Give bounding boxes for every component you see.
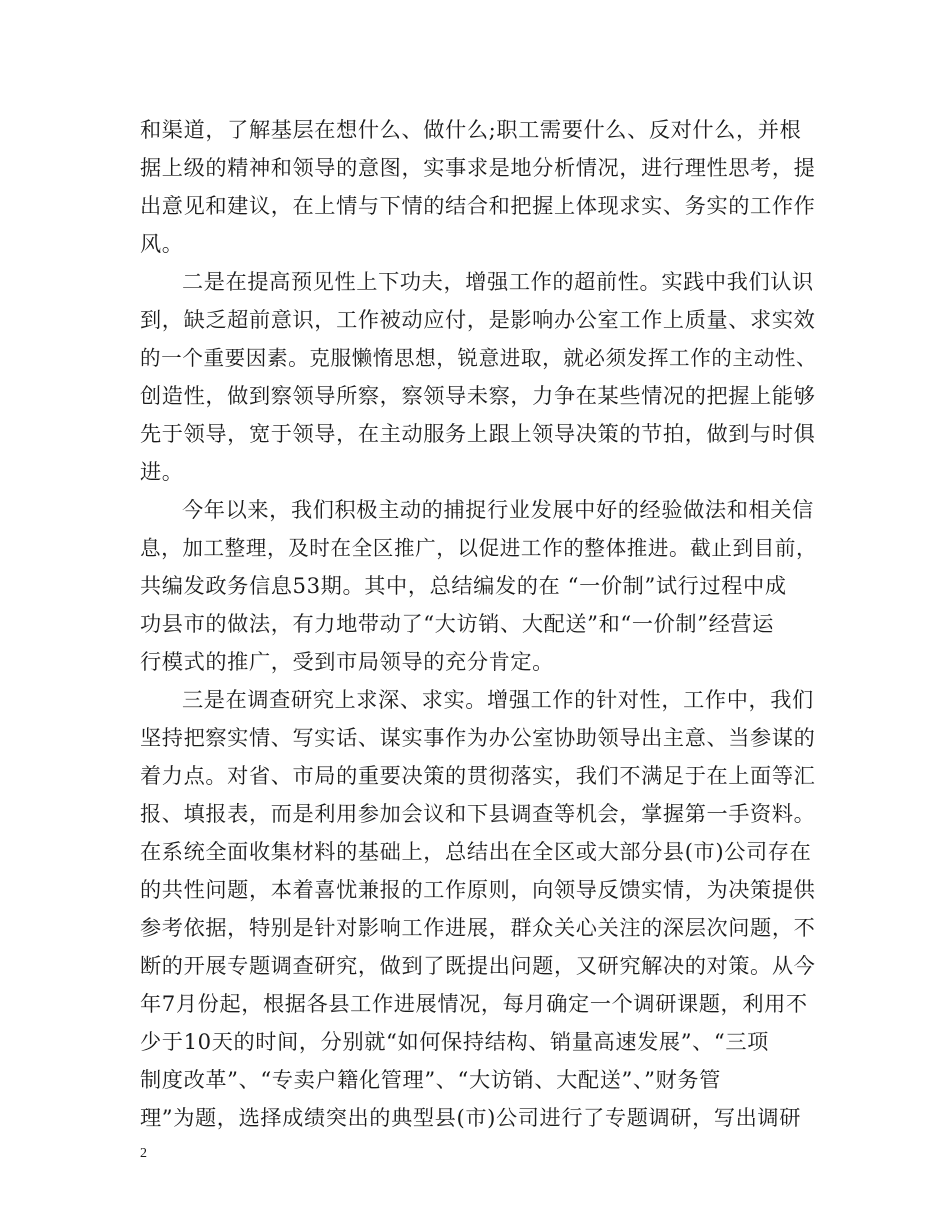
text-line: 的共性问题，本着喜忧兼报的工作原则，向领导反馈实情，为决策提供 xyxy=(140,877,816,902)
text-line: 少于10天的时间，分别就“如何保持结构、销量高速发展”、“三项 xyxy=(140,1029,769,1054)
text-line: 着力点。对省、市局的重要决策的贯彻落实，我们不满足于在上面等汇 xyxy=(140,763,816,788)
text-line: 到，缺乏超前意识，工作被动应付，是影响办公室工作上质量、求实效 xyxy=(140,307,816,332)
text-line: 息，加工整理，及时在全区推广，以促进工作的整体推进。截止到目前， xyxy=(140,536,818,560)
paragraph-first-line: 今年以来，我们积极主动的捕捉行业发展中好的经验做法和相关信 xyxy=(182,497,814,522)
text-line: 出意见和建议，在上情与下情的结合和把握上体现求实、务实的工作作 xyxy=(140,193,816,218)
text-line: 共编发政务信息53期。其中，总结编发的在 “一价制”试行过程中成 xyxy=(140,573,787,598)
text-line: 风。 xyxy=(140,231,184,256)
page-number: 2 xyxy=(140,1146,147,1161)
text-line: 功县市的做法，有力地带动了“大访销、大配送”和“一价制”经营运 xyxy=(140,611,774,636)
paragraph-first-line: 三是在调查研究上求深、求实。增强工作的针对性，工作中，我们 xyxy=(182,687,814,712)
text-line: 进。 xyxy=(140,459,184,484)
text-line: 创造性，做到察领导所察，察领导未察，力争在某些情况的把握上能够 xyxy=(140,383,816,408)
text-line: 理”为题，选择成绩突出的典型县(市)公司进行了专题调研，写出调研 xyxy=(140,1105,802,1130)
text-line: 的一个重要因素。克服懒惰思想，锐意进取，就必须发挥工作的主动性、 xyxy=(140,346,818,370)
text-line: 先于领导，宽于领导，在主动服务上跟上领导决策的节拍，做到与时俱 xyxy=(140,421,816,446)
text-line: 坚持把察实情、写实话、谋实事作为办公室协助领导出主意、当参谋的 xyxy=(140,725,816,750)
text-line: 参考依据，特别是针对影响工作进展，群众关心关注的深层次问题，不 xyxy=(140,915,816,940)
paragraph-first-line: 二是在提高预见性上下功夫，增强工作的超前性。实践中我们认识 xyxy=(182,269,814,294)
text-line: 在系统全面收集材料的基础上，总结出在全区或大部分县(市)公司存在 xyxy=(140,839,812,864)
text-line: 年7月份起，根据各县工作进展情况，每月确定一个调研课题，利用不 xyxy=(140,991,808,1016)
text-line: 行模式的推广，受到市局领导的充分肯定。 xyxy=(140,649,554,674)
text-line: 据上级的精神和领导的意图，实事求是地分析情况，进行理性思考，提 xyxy=(140,155,816,180)
text-line: 报、填报表，而是利用参加会议和下县调查等机会，掌握第一手资料。 xyxy=(140,801,816,826)
text-line: 和渠道，了解基层在想什么、做什么;职工需要什么、反对什么，并根 xyxy=(140,117,802,142)
text-line: 制度改革”、“专卖户籍化管理”、“大访销、大配送”、”财务管 xyxy=(140,1067,721,1092)
text-line: 断的开展专题调查研究，做到了既提出问题，又研究解决的对策。从今 xyxy=(140,953,816,978)
